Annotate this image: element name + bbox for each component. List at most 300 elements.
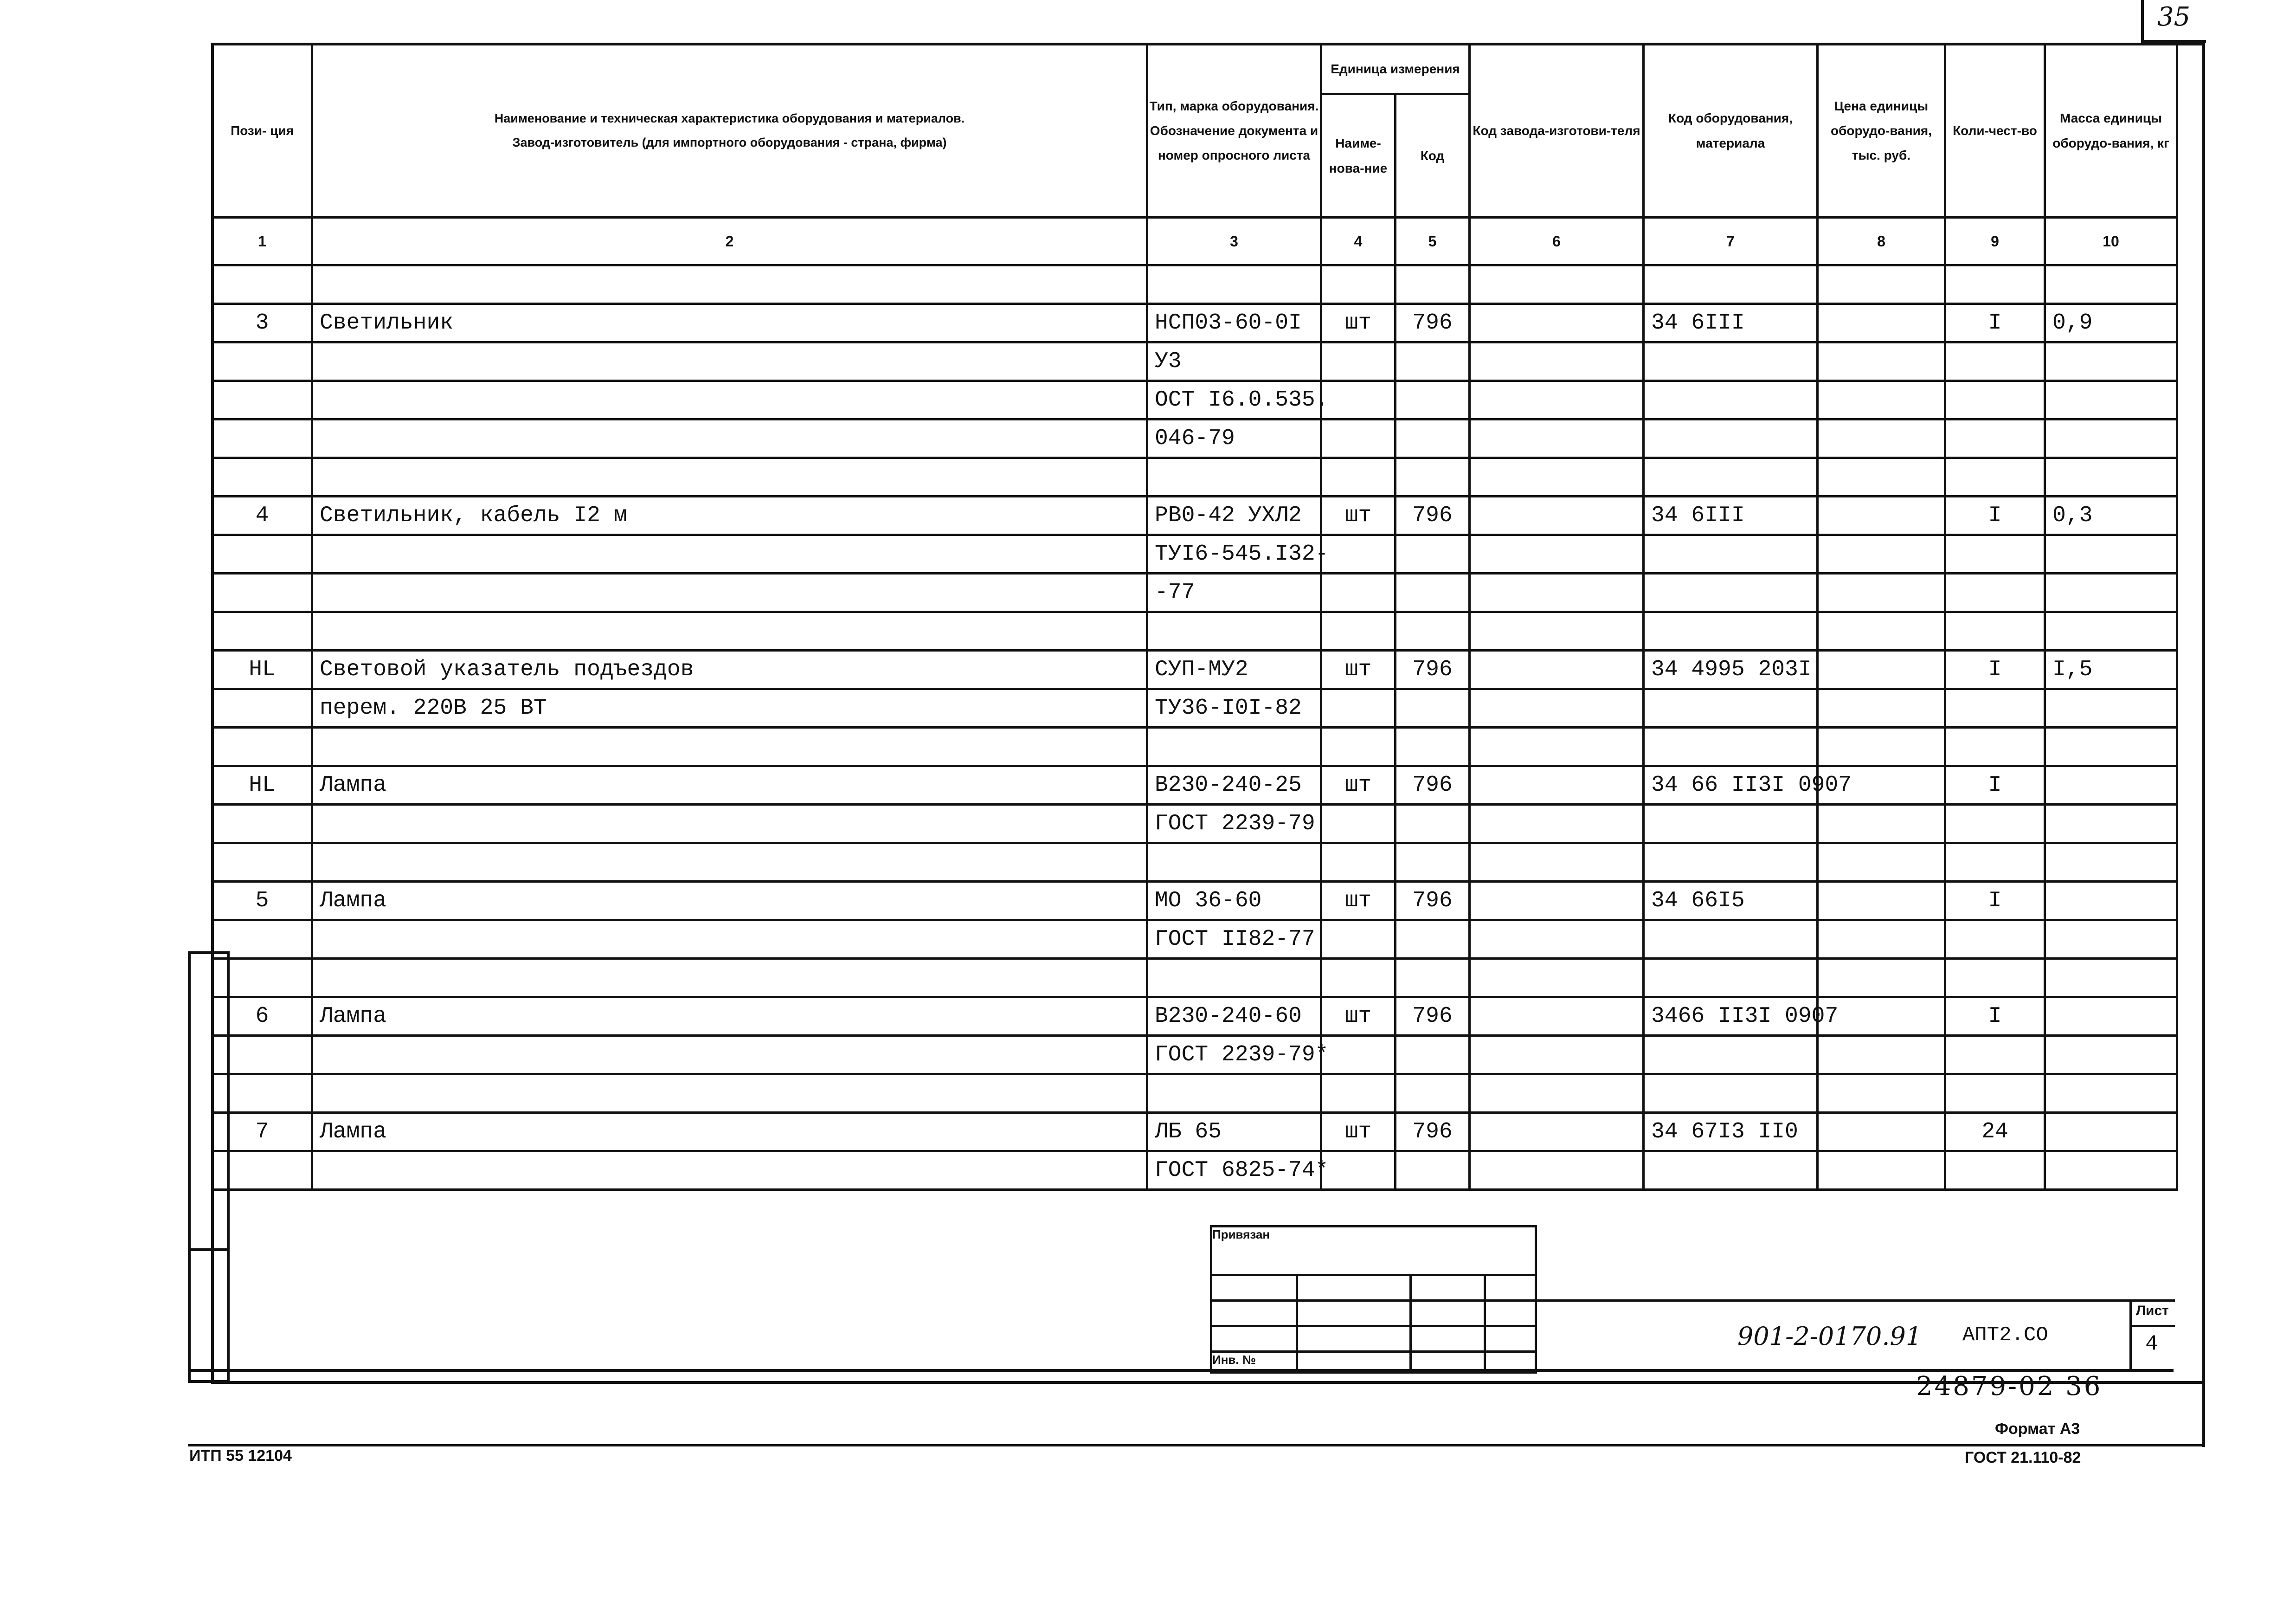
column-number: 3 xyxy=(1147,218,1321,265)
row-factory-code xyxy=(1470,959,1644,997)
row-type xyxy=(1147,458,1321,497)
row-unit-code: 796 xyxy=(1396,997,1470,1036)
table-row xyxy=(212,1151,2177,1190)
column-number: 8 xyxy=(1818,218,1945,265)
row-mass xyxy=(2045,805,2177,843)
row-mass: 0,9 xyxy=(2045,304,2177,342)
row-name xyxy=(312,420,1147,458)
row-price xyxy=(1818,497,1945,535)
row-price xyxy=(1818,535,1945,574)
row-price xyxy=(1818,728,1945,766)
row-factory-code xyxy=(1470,381,1644,420)
row-equipment-code: 34 66 II3I 0907 xyxy=(1644,766,1818,805)
row-name: Световой указатель подъездов xyxy=(312,651,1147,689)
row-price xyxy=(1818,1151,1945,1190)
row-quantity: I xyxy=(1945,882,2045,920)
row-factory-code xyxy=(1470,304,1644,342)
row-unit-code xyxy=(1396,843,1470,882)
table-row xyxy=(212,265,2177,304)
row-quantity: I xyxy=(1945,304,2045,342)
row-price xyxy=(1818,458,1945,497)
table-row xyxy=(212,304,2177,342)
row-type: ГОСТ II82-77 xyxy=(1147,920,1321,959)
row-factory-code xyxy=(1470,651,1644,689)
row-factory-code xyxy=(1470,766,1644,805)
row-mass xyxy=(2045,1074,2177,1113)
row-equipment-code xyxy=(1644,420,1818,458)
column-number: 9 xyxy=(1945,218,2045,265)
row-position xyxy=(212,920,312,959)
row-unit xyxy=(1321,420,1396,458)
document-code: АПТ2.СО xyxy=(1962,1323,2048,1347)
table-row xyxy=(212,882,2177,920)
bottom-frame-line xyxy=(188,1369,2174,1372)
row-unit: шт xyxy=(1321,497,1396,535)
row-unit-code xyxy=(1396,1151,1470,1190)
row-quantity xyxy=(1945,920,2045,959)
row-name xyxy=(312,458,1147,497)
table-row xyxy=(212,689,2177,728)
table-row xyxy=(212,1074,2177,1113)
table-row xyxy=(212,574,2177,612)
row-factory-code xyxy=(1470,458,1644,497)
row-unit xyxy=(1321,728,1396,766)
table-row xyxy=(212,1036,2177,1074)
archive-number: 24879-02 36 xyxy=(1916,1371,2103,1401)
row-equipment-code: 3466 II3I 0907 xyxy=(1644,997,1818,1036)
row-price xyxy=(1818,1036,1945,1074)
row-unit xyxy=(1321,342,1396,381)
row-name: перем. 220В 25 ВТ xyxy=(312,689,1147,728)
row-mass xyxy=(2045,612,2177,651)
row-unit-code: 796 xyxy=(1396,1113,1470,1151)
binding-stamp xyxy=(1210,1225,1537,1374)
column-number: 2 xyxy=(312,218,1147,265)
document-number: 901-2-0170.91 xyxy=(1737,1322,1922,1351)
row-name: Светильник, кабель I2 м xyxy=(312,497,1147,535)
row-unit xyxy=(1321,959,1396,997)
row-unit-code xyxy=(1396,728,1470,766)
row-unit xyxy=(1321,1074,1396,1113)
row-name xyxy=(312,574,1147,612)
row-price xyxy=(1818,805,1945,843)
row-name xyxy=(312,843,1147,882)
row-unit-code xyxy=(1396,381,1470,420)
row-position: 6 xyxy=(212,997,312,1036)
sheet-number: 4 xyxy=(2145,1332,2158,1356)
row-name: Лампа xyxy=(312,766,1147,805)
row-type: ТУI6-545.I32- xyxy=(1147,535,1321,574)
row-unit: шт xyxy=(1321,882,1396,920)
specification-table xyxy=(211,43,2178,1191)
header-unit-group: Единица измерения xyxy=(1321,44,1470,94)
title-block-line xyxy=(1535,1299,2175,1302)
row-mass xyxy=(2045,574,2177,612)
row-unit-code: 796 xyxy=(1396,497,1470,535)
row-equipment-code xyxy=(1644,1074,1818,1113)
row-price xyxy=(1818,612,1945,651)
row-position: 7 xyxy=(212,1113,312,1151)
row-type: У3 xyxy=(1147,342,1321,381)
row-type: СУП-МУ2 xyxy=(1147,651,1321,689)
row-price xyxy=(1818,420,1945,458)
row-type: 046-79 xyxy=(1147,420,1321,458)
row-quantity xyxy=(1945,381,2045,420)
row-factory-code xyxy=(1470,1151,1644,1190)
row-name xyxy=(312,612,1147,651)
row-unit-code: 796 xyxy=(1396,651,1470,689)
row-position xyxy=(212,805,312,843)
row-type: В230-240-25 xyxy=(1147,766,1321,805)
row-position xyxy=(212,381,312,420)
header-factory-code: Код завода-изготови-теля xyxy=(1470,44,1644,218)
row-mass xyxy=(2045,342,2177,381)
row-price xyxy=(1818,381,1945,420)
row-position xyxy=(212,1036,312,1074)
row-mass: I,5 xyxy=(2045,651,2177,689)
row-unit: шт xyxy=(1321,651,1396,689)
row-name: Светильник xyxy=(312,304,1147,342)
row-factory-code xyxy=(1470,689,1644,728)
row-name xyxy=(312,1151,1147,1190)
table-row xyxy=(212,651,2177,689)
row-quantity: I xyxy=(1945,651,2045,689)
column-number-row xyxy=(212,218,2177,265)
row-unit xyxy=(1321,805,1396,843)
row-mass xyxy=(2045,458,2177,497)
row-type xyxy=(1147,728,1321,766)
row-unit-code xyxy=(1396,342,1470,381)
row-unit: шт xyxy=(1321,1113,1396,1151)
table-row xyxy=(212,458,2177,497)
row-position xyxy=(212,1151,312,1190)
row-unit xyxy=(1321,381,1396,420)
row-price xyxy=(1818,920,1945,959)
row-price xyxy=(1818,689,1945,728)
row-name: Лампа xyxy=(312,882,1147,920)
row-factory-code xyxy=(1470,728,1644,766)
row-name xyxy=(312,959,1147,997)
table-row xyxy=(212,997,2177,1036)
table-row xyxy=(212,728,2177,766)
row-unit-code xyxy=(1396,805,1470,843)
header-unit-name: Наиме-нова-ние xyxy=(1321,94,1396,218)
row-price xyxy=(1818,882,1945,920)
row-mass xyxy=(2045,1151,2177,1190)
sheet-label: Лист xyxy=(2136,1303,2169,1318)
row-unit xyxy=(1321,843,1396,882)
row-mass xyxy=(2045,728,2177,766)
column-number: 1 xyxy=(212,218,312,265)
row-equipment-code xyxy=(1644,458,1818,497)
row-name xyxy=(312,728,1147,766)
row-equipment-code: 34 6III xyxy=(1644,304,1818,342)
row-equipment-code xyxy=(1644,1036,1818,1074)
row-equipment-code xyxy=(1644,1151,1818,1190)
row-mass xyxy=(2045,766,2177,805)
row-mass xyxy=(2045,420,2177,458)
row-mass xyxy=(2045,265,2177,304)
row-quantity xyxy=(1945,458,2045,497)
row-position xyxy=(212,612,312,651)
row-equipment-code: 34 66I5 xyxy=(1644,882,1818,920)
row-type: РВ0-42 УХЛ2 xyxy=(1147,497,1321,535)
table-row xyxy=(212,497,2177,535)
row-equipment-code xyxy=(1644,920,1818,959)
table-row xyxy=(212,805,2177,843)
row-position: 3 xyxy=(212,304,312,342)
row-quantity xyxy=(1945,420,2045,458)
page-number-top: 35 xyxy=(2157,2,2191,32)
row-type: ГОСТ 6825-74* xyxy=(1147,1151,1321,1190)
row-factory-code xyxy=(1470,535,1644,574)
row-equipment-code: 34 67I3 II0 xyxy=(1644,1113,1818,1151)
table-row xyxy=(212,766,2177,805)
row-unit-code xyxy=(1396,1074,1470,1113)
row-unit-code xyxy=(1396,535,1470,574)
row-quantity xyxy=(1945,1151,2045,1190)
header-position: Пози- ция xyxy=(212,44,312,218)
table-row xyxy=(212,381,2177,420)
row-quantity xyxy=(1945,265,2045,304)
format-label: Формат А3 xyxy=(1995,1420,2080,1438)
row-name: Лампа xyxy=(312,1113,1147,1151)
row-mass xyxy=(2045,997,2177,1036)
table-row xyxy=(212,612,2177,651)
row-quantity: I xyxy=(1945,997,2045,1036)
row-unit xyxy=(1321,612,1396,651)
row-unit-code: 796 xyxy=(1396,766,1470,805)
row-equipment-code xyxy=(1644,959,1818,997)
row-quantity xyxy=(1945,959,2045,997)
row-equipment-code xyxy=(1644,728,1818,766)
column-number: 10 xyxy=(2045,218,2177,265)
row-equipment-code xyxy=(1644,843,1818,882)
row-factory-code xyxy=(1470,574,1644,612)
row-quantity xyxy=(1945,535,2045,574)
row-unit xyxy=(1321,458,1396,497)
table-row xyxy=(212,420,2177,458)
row-unit-code xyxy=(1396,689,1470,728)
row-equipment-code xyxy=(1644,689,1818,728)
row-factory-code xyxy=(1470,1036,1644,1074)
row-mass xyxy=(2045,381,2177,420)
table-row xyxy=(212,843,2177,882)
row-name xyxy=(312,920,1147,959)
row-position xyxy=(212,420,312,458)
row-name xyxy=(312,342,1147,381)
row-unit xyxy=(1321,920,1396,959)
row-unit xyxy=(1321,1151,1396,1190)
binding-stamp-label: Привязан xyxy=(1211,1227,1536,1275)
row-factory-code xyxy=(1470,265,1644,304)
row-equipment-code: 34 4995 203I xyxy=(1644,651,1818,689)
row-quantity xyxy=(1945,1074,2045,1113)
header-type: Тип, марка оборудования. Обозначение документа и номер опросного листа xyxy=(1147,44,1321,218)
row-name xyxy=(312,1074,1147,1113)
row-quantity xyxy=(1945,728,2045,766)
row-name xyxy=(312,381,1147,420)
row-position: 5 xyxy=(212,882,312,920)
table-row xyxy=(212,959,2177,997)
row-quantity xyxy=(1945,843,2045,882)
row-factory-code xyxy=(1470,420,1644,458)
row-type: ГОСТ 2239-79 xyxy=(1147,805,1321,843)
row-type xyxy=(1147,612,1321,651)
row-type xyxy=(1147,959,1321,997)
sheet-edge-right xyxy=(2202,1369,2205,1447)
header-row xyxy=(212,44,2177,94)
column-number: 5 xyxy=(1396,218,1470,265)
row-unit xyxy=(1321,689,1396,728)
table-row xyxy=(212,535,2177,574)
row-factory-code xyxy=(1470,342,1644,381)
table-row xyxy=(212,342,2177,381)
row-factory-code xyxy=(1470,805,1644,843)
row-type xyxy=(1147,265,1321,304)
row-type: ТУ36-I0I-82 xyxy=(1147,689,1321,728)
row-mass xyxy=(2045,1036,2177,1074)
row-price xyxy=(1818,574,1945,612)
row-type: ЛБ 65 xyxy=(1147,1113,1321,1151)
row-equipment-code xyxy=(1644,535,1818,574)
row-position xyxy=(212,959,312,997)
row-position xyxy=(212,535,312,574)
row-quantity: I xyxy=(1945,497,2045,535)
row-unit: шт xyxy=(1321,766,1396,805)
row-equipment-code xyxy=(1644,265,1818,304)
header-unit-code: Код xyxy=(1396,94,1470,218)
row-position xyxy=(212,843,312,882)
row-quantity xyxy=(1945,805,2045,843)
column-number: 6 xyxy=(1470,218,1644,265)
column-number: 4 xyxy=(1321,218,1396,265)
row-factory-code xyxy=(1470,997,1644,1036)
row-quantity xyxy=(1945,342,2045,381)
row-unit: шт xyxy=(1321,997,1396,1036)
row-price xyxy=(1818,304,1945,342)
row-type: НСП03-60-0I xyxy=(1147,304,1321,342)
row-position: HL xyxy=(212,766,312,805)
header-mass: Масса единицы оборудо-вания, кг xyxy=(2045,44,2177,218)
row-quantity xyxy=(1945,612,2045,651)
row-unit xyxy=(1321,1036,1396,1074)
row-name xyxy=(312,265,1147,304)
row-unit-code: 796 xyxy=(1396,882,1470,920)
row-price xyxy=(1818,265,1945,304)
row-position xyxy=(212,574,312,612)
header-name: Наименование и техническая характеристика оборудования и материалов. Завод-изготовитель (для импортного оборудования - страна, фирма) xyxy=(312,44,1147,218)
sheet-divider xyxy=(2129,1325,2175,1327)
row-position xyxy=(212,689,312,728)
row-unit-code: 796 xyxy=(1396,304,1470,342)
row-name xyxy=(312,1036,1147,1074)
row-position: 4 xyxy=(212,497,312,535)
header-price: Цена единицы оборудо-вания, тыс. руб. xyxy=(1818,44,1945,218)
itp-label: ИТП 55 12104 xyxy=(189,1447,292,1465)
row-name xyxy=(312,805,1147,843)
row-position xyxy=(212,728,312,766)
row-factory-code xyxy=(1470,843,1644,882)
row-price xyxy=(1818,1074,1945,1113)
row-quantity: 24 xyxy=(1945,1113,2045,1151)
row-position xyxy=(212,458,312,497)
row-equipment-code: 34 6III xyxy=(1644,497,1818,535)
row-mass xyxy=(2045,689,2177,728)
row-type: ГОСТ 2239-79* xyxy=(1147,1036,1321,1074)
row-unit xyxy=(1321,574,1396,612)
row-price xyxy=(1818,651,1945,689)
row-factory-code xyxy=(1470,1074,1644,1113)
row-type: ОСТ I6.0.535. xyxy=(1147,381,1321,420)
row-unit-code xyxy=(1396,458,1470,497)
row-price xyxy=(1818,843,1945,882)
row-position xyxy=(212,1074,312,1113)
row-unit-code xyxy=(1396,420,1470,458)
row-position xyxy=(212,265,312,304)
row-type: В230-240-60 xyxy=(1147,997,1321,1036)
row-name xyxy=(312,535,1147,574)
binding-divider xyxy=(188,1248,230,1251)
row-mass xyxy=(2045,843,2177,882)
header-equipment-code: Код оборудования, материала xyxy=(1644,44,1818,218)
row-name: Лампа xyxy=(312,997,1147,1036)
row-unit xyxy=(1321,265,1396,304)
column-number: 7 xyxy=(1644,218,1818,265)
row-type xyxy=(1147,843,1321,882)
row-price xyxy=(1818,1113,1945,1151)
row-mass xyxy=(2045,882,2177,920)
row-mass xyxy=(2045,920,2177,959)
row-equipment-code xyxy=(1644,612,1818,651)
row-price xyxy=(1818,959,1945,997)
row-type xyxy=(1147,1074,1321,1113)
row-position xyxy=(212,342,312,381)
row-factory-code xyxy=(1470,1113,1644,1151)
row-quantity xyxy=(1945,1036,2045,1074)
inventory-number-label: Инв. № xyxy=(1211,1352,1297,1373)
row-quantity xyxy=(1945,574,2045,612)
sheet-edge-bottom xyxy=(188,1444,2205,1446)
row-equipment-code xyxy=(1644,574,1818,612)
row-unit-code xyxy=(1396,265,1470,304)
row-factory-code xyxy=(1470,920,1644,959)
table-row xyxy=(212,1113,2177,1151)
row-mass xyxy=(2045,1113,2177,1151)
row-mass: 0,3 xyxy=(2045,497,2177,535)
row-quantity xyxy=(1945,689,2045,728)
row-unit-code xyxy=(1396,959,1470,997)
header-quantity: Коли-чест-во xyxy=(1945,44,2045,218)
row-unit-code xyxy=(1396,574,1470,612)
table-row xyxy=(212,920,2177,959)
row-mass xyxy=(2045,959,2177,997)
row-unit: шт xyxy=(1321,304,1396,342)
row-price xyxy=(1818,342,1945,381)
gost-label: ГОСТ 21.110-82 xyxy=(1965,1449,2081,1466)
spec-rows xyxy=(212,265,2177,1190)
row-factory-code xyxy=(1470,612,1644,651)
row-factory-code xyxy=(1470,882,1644,920)
row-factory-code xyxy=(1470,497,1644,535)
row-type: МО 36-60 xyxy=(1147,882,1321,920)
row-unit-code xyxy=(1396,1036,1470,1074)
row-unit-code xyxy=(1396,612,1470,651)
row-equipment-code xyxy=(1644,805,1818,843)
row-equipment-code xyxy=(1644,342,1818,381)
row-quantity: I xyxy=(1945,766,2045,805)
row-unit-code xyxy=(1396,920,1470,959)
